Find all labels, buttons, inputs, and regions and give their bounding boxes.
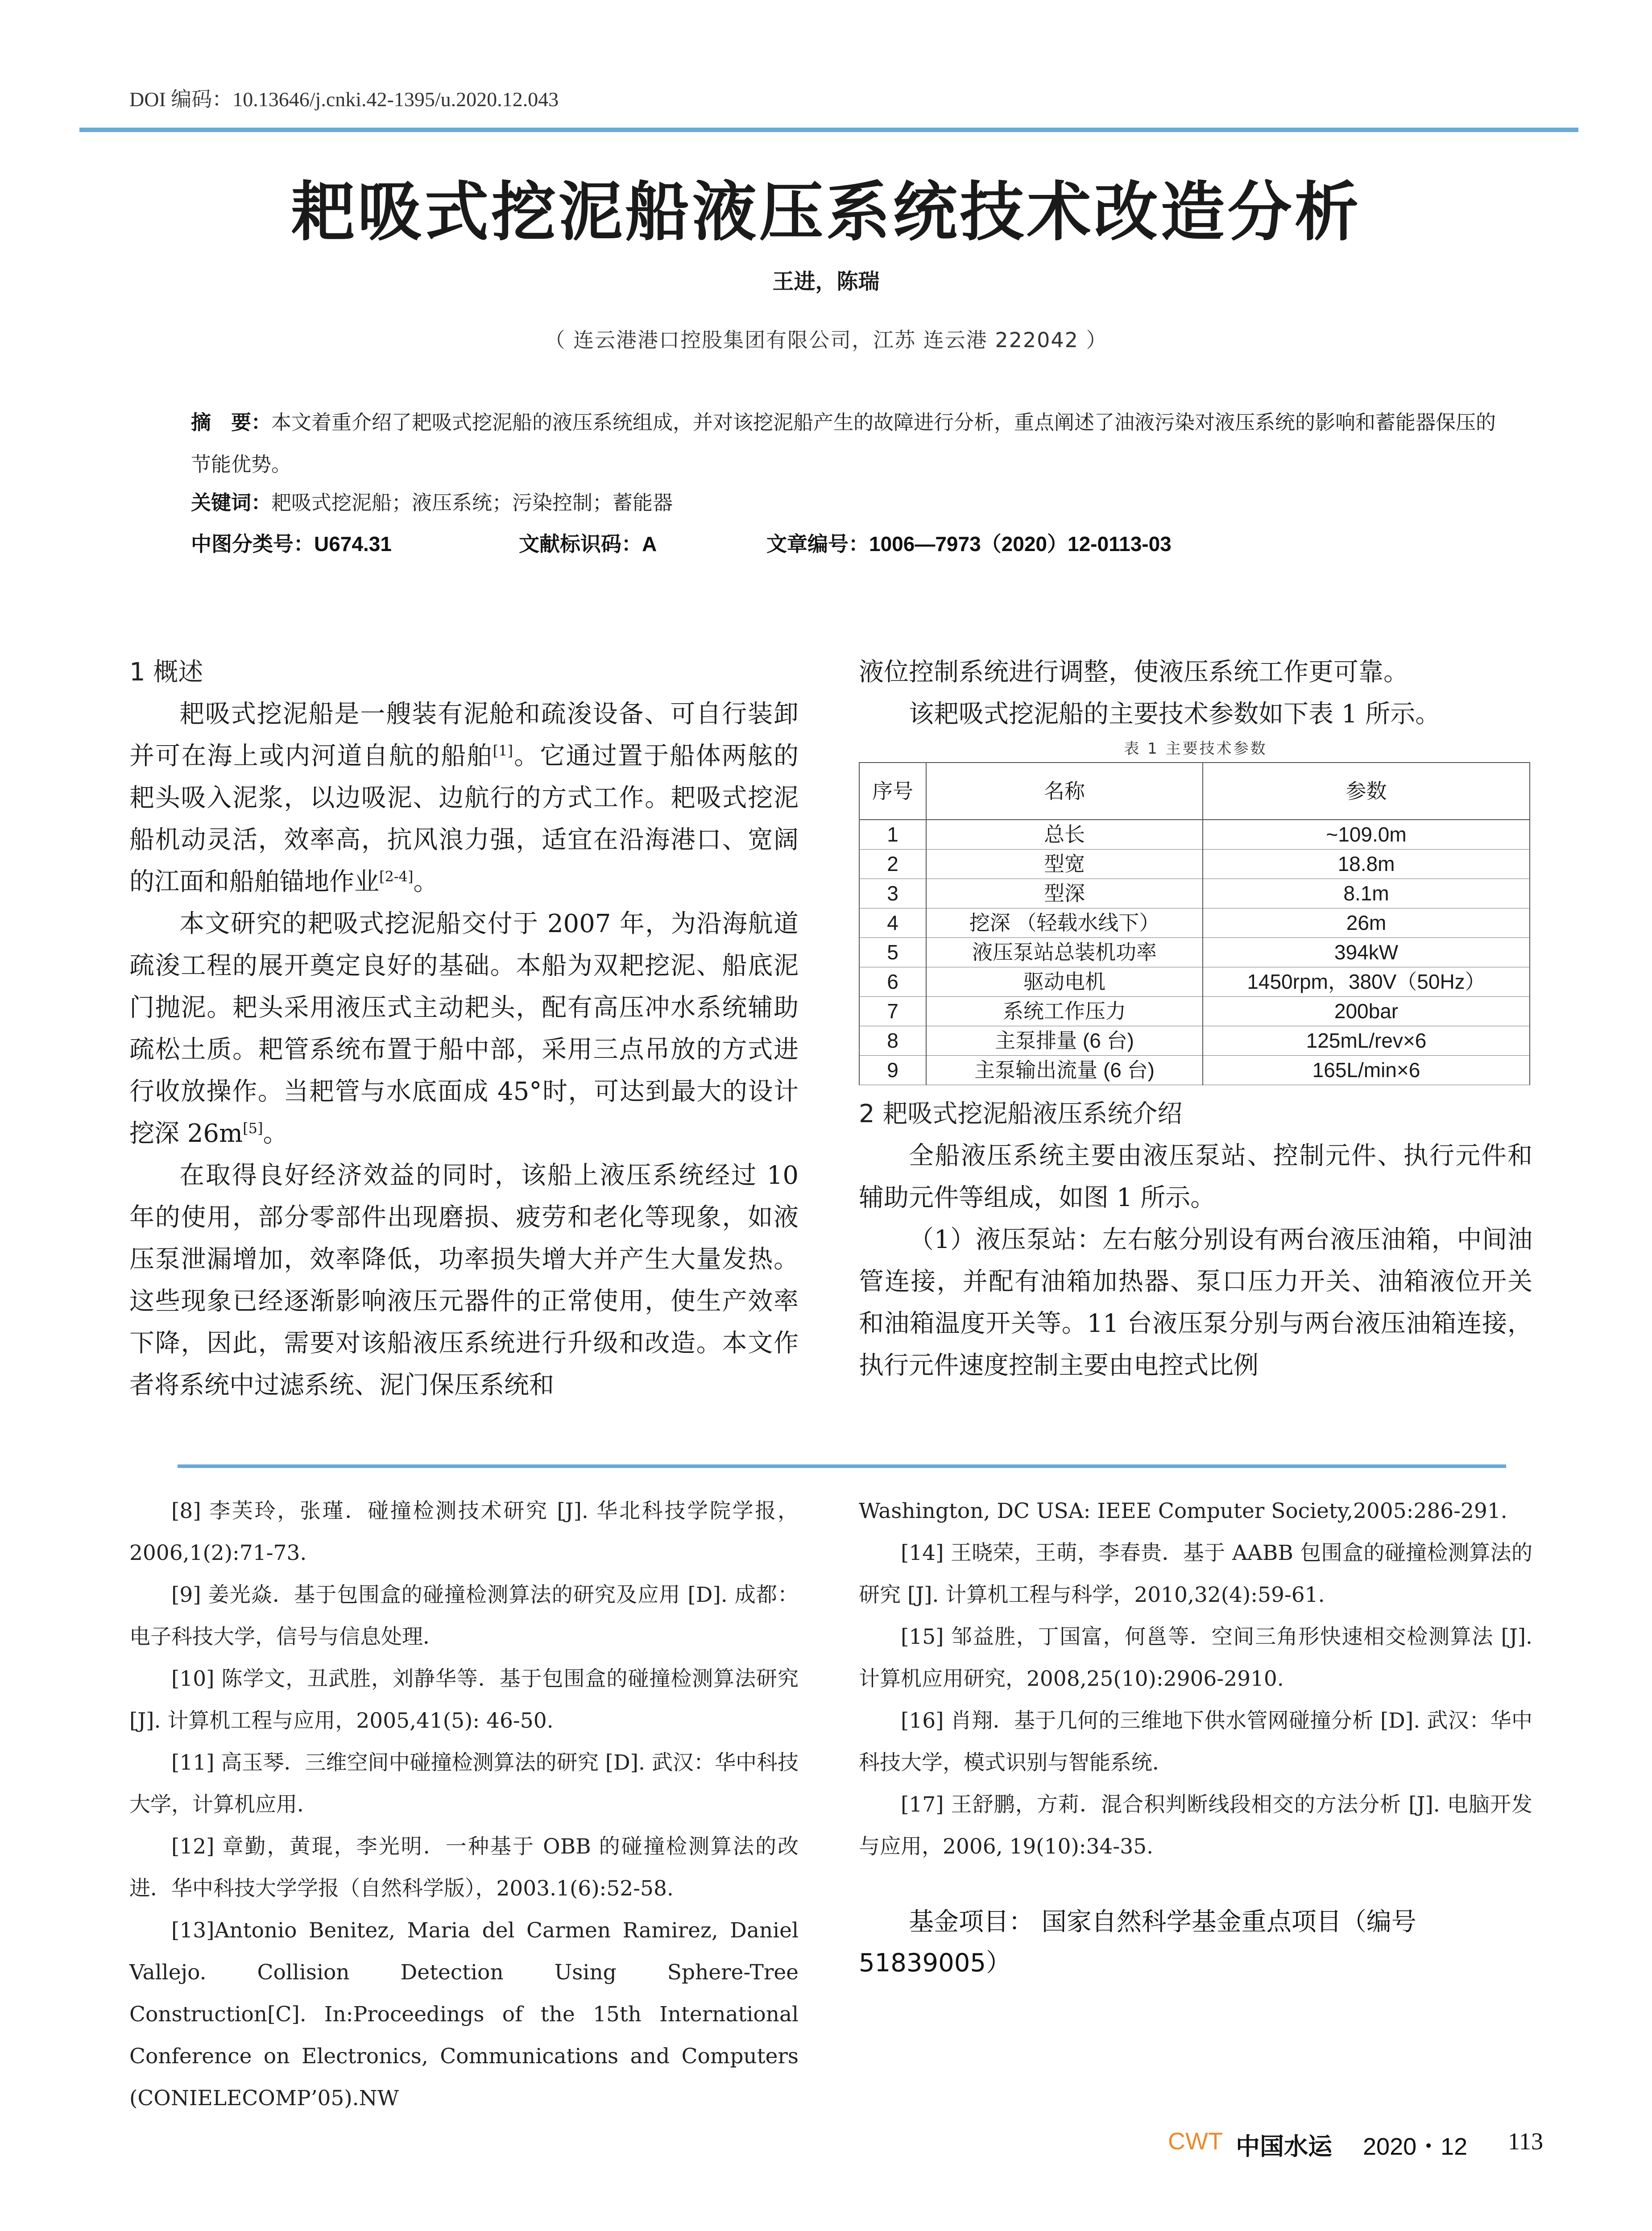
keywords-text: 耙吸式挖泥船；液压系统；污染控制；蓄能器 bbox=[271, 491, 673, 514]
references-rule bbox=[178, 1464, 1506, 1468]
table-row: 9 主泵输出流量 (6 台) 165L/min×6 bbox=[859, 1055, 1530, 1085]
citation-1[interactable]: [1] bbox=[493, 742, 513, 759]
paragraph-1: 耙吸式挖泥船是一艘装有泥舱和疏浚设备、可自行装卸并可在海上或内河道自航的船舶[1]。它通过置于船体两舷的耙头吸入泥浆，以边吸泥、边航行的方式工作。耙吸式挖泥船机动灵活，效率高，抗风浪力强，适宜在沿海港口、宽阔的江面和船舶锚地作业[2-4]。 bbox=[129, 700, 799, 896]
table-caption: 表 1 主要技术参数 bbox=[1124, 740, 1267, 758]
authors: 王进，陈瑞 bbox=[772, 269, 880, 294]
table-row: 5 液压泵站总装机功率 394kW bbox=[859, 937, 1530, 967]
top-rule bbox=[79, 128, 1578, 132]
reference-item: [10] 陈学文，丑武胜，刘静华等．基于包围盒的碰撞检测算法研究 [J]. 计算机工程与应用，2005,41(5): 46-50. bbox=[129, 1667, 799, 1733]
reference-item: [9] 姜光焱．基于包围盒的碰撞检测算法的研究及应用 [D]. 成都：电子科技大学，信号与信息处理． bbox=[129, 1583, 799, 1649]
reference-item: [11] 高玉琴．三维空间中碰撞检测算法的研究 [D]. 武汉：华中科技大学，计算机应用． bbox=[129, 1750, 799, 1817]
table-row: 6 驱动电机 1450rpm，380V（50Hz） bbox=[859, 967, 1530, 996]
reference-item: [15] 邹益胜，丁国富，何邕等．空间三角形快速相交检测算法 [J]. 计算机应用研究，2008,25(10):2906-2910. bbox=[859, 1625, 1532, 1691]
column-header: 序号 bbox=[859, 763, 926, 820]
footer-brand: CWT bbox=[1168, 2128, 1223, 2155]
reference-item: [14] 王晓荣，王萌，李春贵．基于 AABB 包围盒的碰撞检测算法的研究 [J]. 计算机工程与科学，2010,32(4):59-61. bbox=[859, 1541, 1532, 1607]
right-column bbox=[859, 651, 1532, 1387]
references-left bbox=[129, 1490, 799, 2119]
abstract-text: 本文着重介绍了耙吸式挖泥船的液压系统组成，并对该挖泥船产生的故障进行分析，重点阐述了油液污染对液压系统的影响和蓄能器保压的节能优势。 bbox=[191, 411, 1496, 476]
footer-journal-name: 中国水运 bbox=[1236, 2132, 1332, 2161]
paragraph-2: 本文研究的耙吸式挖泥船交付于 2007 年，为沿海航道疏浚工程的展开奠定良好的基础。本船为双耙挖泥、船底泥门抛泥。耙头采用液压式主动耙头，配有高压冲水系统辅助疏松土质。耙管系统布置于船中部，采用三点吊放的方式进行收放操作。当耙管与水底面成 45°时，可达到最大的设计挖深 26m[5]。 bbox=[129, 909, 799, 1148]
reference-item: [12] 章勤，黄琨，李光明．一种基于 OBB 的碰撞检测算法的改进．华中科技大学学报（自然科学版），2003.1(6):52-58. bbox=[129, 1834, 799, 1901]
citation-5[interactable]: [5] bbox=[243, 1120, 263, 1137]
abstract-label: 摘 要： bbox=[191, 411, 272, 434]
page-number: 113 bbox=[1508, 2128, 1543, 2155]
table-header-row bbox=[859, 763, 1530, 820]
column-header: 名称 bbox=[926, 763, 1203, 820]
section-2-heading: 2 耙吸式挖泥船液压系统介绍 bbox=[859, 1099, 1183, 1128]
affiliation: （ 连云港港口控股集团有限公司，江苏 连云港 222042 ） bbox=[544, 328, 1108, 352]
column-header: 参数 bbox=[1203, 763, 1530, 820]
table-row: 8 主泵排量 (6 台) 125mL/rev×6 bbox=[859, 1026, 1530, 1055]
fund-note: 基金项目： 国家自然科学基金重点项目（编号 51839005） bbox=[859, 1908, 1416, 1978]
paragraph-table-intro: 该耙吸式挖泥船的主要技术参数如下表 1 所示。 bbox=[909, 700, 1441, 729]
reference-continued: Washington, DC USA: IEEE Computer Society,2005:286-291. bbox=[859, 1499, 1507, 1523]
reference-item: [16] 肖翔．基于几何的三维地下供水管网碰撞分析 [D]. 武汉：华中科技大学，模式识别与智能系统． bbox=[859, 1708, 1532, 1775]
parameters-table bbox=[859, 762, 1530, 1085]
table-row: 4 挖深 （轻载水线下） 26m bbox=[859, 908, 1530, 937]
paragraph-continued: 液位控制系统进行调整，使液压系统工作更可靠。 bbox=[859, 658, 1408, 687]
footer-issue: 2020・12 bbox=[1363, 2133, 1468, 2160]
keywords bbox=[191, 486, 673, 515]
document-code: 文献标识码：A bbox=[519, 532, 657, 556]
references-right bbox=[859, 1490, 1532, 1868]
article-number: 文章编号：1006—7973（2020）12-0113-03 bbox=[766, 532, 1172, 556]
paragraph-3: 在取得良好经济效益的同时，该船上液压系统经过 10 年的使用，部分零部件出现磨损、疲劳和老化等现象，如液压泵泄漏增加，效率降低，功率损失增大并产生大量发热。这些现象已经逐渐影响液压元器件的正常使用，使生产效率下降，因此，需要对该船液压系统进行升级和改造。本文作者将系统中过滤系统、泥门保压系统和 bbox=[129, 1161, 799, 1400]
paragraph-system-intro: 全船液压系统主要由液压泵站、控制元件、执行元件和辅助元件等组成，如图 1 所示。 bbox=[859, 1141, 1532, 1212]
table-row: 1 总长 ~109.0m bbox=[859, 820, 1530, 849]
citation-2-4[interactable]: [2-4] bbox=[379, 868, 414, 885]
article-title: 耙吸式挖泥船液压系统技术改造分析 bbox=[290, 174, 1362, 249]
reference-item: [17] 王舒鹏，方莉．混合积判断线段相交的方法分析 [J]. 电脑开发与应用，2006, 19(10):34-35. bbox=[859, 1792, 1532, 1859]
table-row: 3 型深 8.1m bbox=[859, 879, 1530, 908]
abstract bbox=[191, 402, 1498, 485]
table-row: 7 系统工作压力 200bar bbox=[859, 996, 1530, 1026]
table-row: 2 型宽 18.8m bbox=[859, 849, 1530, 879]
clc-number: 中图分类号：U674.31 bbox=[191, 532, 392, 556]
section-1-heading: 1 概述 bbox=[129, 658, 203, 687]
keywords-label: 关键词： bbox=[191, 491, 272, 514]
reference-item: [13]Antonio Benitez, Maria del Carmen Ramirez, Daniel Vallejo. Collision Detection Using Sphere-Tree Construction[C]. In:Proceedings of the 15th International Conference on Electronics, Communications and Computers (CONIELECOMP’05).NW bbox=[129, 1918, 799, 2111]
left-column bbox=[129, 651, 799, 1406]
paragraph-pump-station: （1）液压泵站：左右舷分别设有两台液压油箱，中间油管连接，并配有油箱加热器、泵口压力开关、油箱液位开关和油箱温度开关等。11 台液压泵分别与两台液压油箱连接，执行元件速度控制主要由电控式比例 bbox=[859, 1225, 1532, 1380]
doi-line: DOI 编码：10.13646/j.cnki.42-1395/u.2020.12.043 bbox=[129, 88, 559, 111]
reference-item: [8] 李芙玲，张瑾．碰撞检测技术研究 [J]. 华北科技学院学报，2006,1(2):71-73. bbox=[129, 1499, 799, 1565]
